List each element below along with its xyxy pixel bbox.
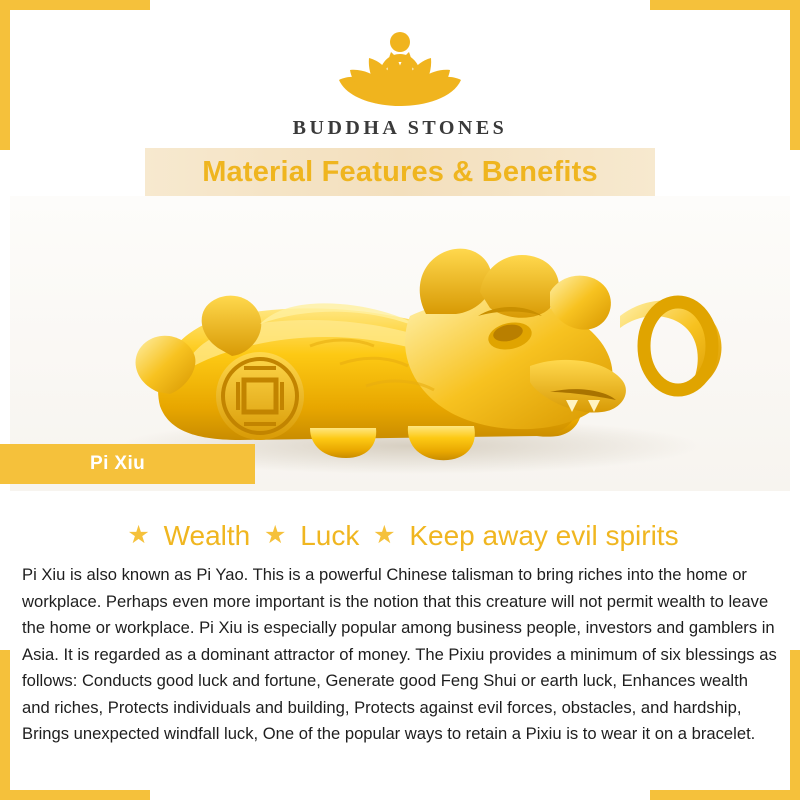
corner-frame-top-left — [0, 0, 150, 10]
brand-name: BUDDHA STONES — [292, 117, 508, 139]
corner-frame-bottom-right-vertical — [790, 650, 800, 800]
star-icon: ★ — [127, 521, 150, 549]
benefit-item-evil-spirits: Keep away evil spirits — [409, 520, 679, 551]
brand-header — [0, 18, 800, 140]
star-icon: ★ — [373, 521, 396, 549]
corner-frame-bottom-left-vertical — [0, 650, 10, 800]
page-title-band — [145, 148, 655, 196]
benefit-item-luck: Luck — [300, 520, 360, 551]
benefit-item-wealth: Wealth — [163, 520, 251, 551]
product-label-tag — [0, 444, 255, 484]
page-title: Material Features & Benefits — [202, 155, 598, 188]
benefits-headline — [0, 520, 800, 552]
lotus-meditation-icon — [305, 18, 495, 113]
corner-frame-bottom-right — [650, 790, 800, 800]
corner-frame-bottom-left — [0, 790, 150, 800]
corner-frame-top-right — [650, 0, 800, 10]
description-paragraph: Pi Xiu is also known as Pi Yao. This is a powerful Chinese talisman to bring riches into the home or workplace. Perhaps even more important is the notion that this creature will not permit wealth to leave the home or workplace. Pi Xiu is especially popular among business people, investors and gamblers in Asia. It is regarded as a dominant attractor of money. The Pixiu provides a minimum of six blessings as follows: Conducts good luck and fortune, Generate good Feng Shui or earth luck, Enhances wealth and riches, Protects individuals and building, Protects against evil forces, obstacles, and hardship, Brings unexpected windfall luck, One of the popular ways to retain a Pixiu is to wear it on a bracelet. — [22, 565, 777, 743]
star-icon: ★ — [264, 521, 287, 549]
product-label: Pi Xiu — [90, 453, 146, 474]
